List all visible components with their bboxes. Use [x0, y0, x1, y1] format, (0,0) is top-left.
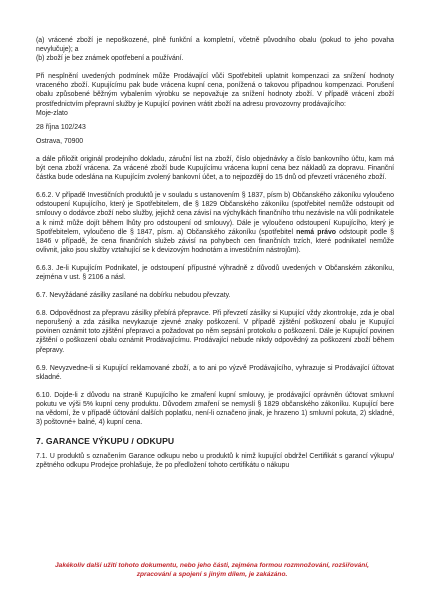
paragraph-6-9: 6.9. Nevyzvedne-li si Kupující reklamované zboží, a to ani po výzvě Prodávajícího, vyhrazuje si Prodávající účtovat skladné. [36, 364, 394, 381]
copyright-notice [0, 561, 424, 580]
paragraph-6-7: 6.7. Nevyžádané zásilky zasílané na dobírku nebudou převzaty. [36, 292, 231, 300]
address-city: Ostrava, 70900 [36, 137, 84, 145]
copyright-notice-line-2: zpracování a spojení s jiným dílem, je zakázáno. [136, 571, 288, 579]
section-7-heading: 7. GARANCE VÝKUPU / ODKUPU [36, 436, 175, 447]
paragraph-6-8: 6.8. Odpovědnost za přepravu zásilky přebírá přepravce. Při převzetí zásilky si Kupující vždy zkontroluje, zda je obal neporušený a zda zásilka nevykazuje zjevné znaky poškození. V případě zjištění poškození obalu je Kupující povinen oznámit toto zjištění přepravci a požadovat po něm sepsání protokolu o poškození. Dále je Kupující povinen zjištění o poškození obalu oznámit Prodávajícímu. Prodávající nebude nikdy odpovědný za poškození zboží během přepravy. [36, 310, 394, 354]
paragraph-6-6-2-text-before: 6.6.2. V případě Investičních produktů je v souladu s ustanovením § 1837, písm b) Občanského zákoníku vyloučeno odstoupení Kupujícího, který je Spotřebitelem, dle § 1829 Občanského zákoníku (spotřebitel nemůže odstoupit od smlouvy o dodávce zboží nebo služby, jejichž cena závisí na výchylkách finančního trhu nezávisle na vůli podnikatele a k nimž může dojít během lhůty pro odstoupení od smlouvy). Dále je vyloučeno odstoupení Kupujícího, který je Spotřebitelem, vyloučeno dle § 1847, písm. a) Občanského zákoníku (spotřebitel [36, 192, 394, 236]
address-street: 28 října 102/243 [36, 123, 86, 131]
copyright-notice-line-1: Jakékoliv další užití tohoto dokumentu, nebo jeho části, zejména formou rozmnožování, rozšiřování, [55, 562, 369, 569]
paragraph-6-6-3: 6.6.3. Je-li Kupujícím Podnikatel, je odstoupení přípustné výhradně z důvodů uvedených v Občanském zákoníku, zejména v ust. § 2106 a násl. [36, 264, 394, 281]
paragraph-return-documents: a dále přiložit originál prodejního dokladu, záruční list na zboží, číslo objednávky a číslo bankovního účtu, kam má být cena zboží vrácena. Za vrácené zboží bude Kupujícímu vrácena kupní cena bez nákladů za dopravu. Finanční částka bude odeslána na Kupujícím zvolený bankovní účet, a to nejpozději do 15 dnů od převzetí vráceného zboží. [36, 155, 394, 182]
list-item-b: (b) zboží je bez známek opotřebení a používání. [36, 55, 184, 63]
paragraph-6-6-2 [36, 191, 394, 255]
paragraph-compensation: Při nesplnění uvedených podmínek může Prodávající vůči Spotřebiteli uplatnit kompenzaci za snížení hodnoty vraceného zboží. Kupujícímu pak bude vrácena kupní cena, ponížená o takovou případnou kompenzaci. Porušení obalu způsobené běžným vybalením výrobku se nepovažuje za snížení hodnoty zboží. V případě vrácení zboží prostřednictvím přepravní služby je Kupující povinen vrátit zboží na adresu provozovny prodávajícího: [36, 73, 394, 108]
paragraph-6-6-2-text-after: odstoupit podle § 1846 v případě, že cena finančních služeb závisí na pohybech cen finančních trzích, které podnikatel nemůže ovlivnit, jako jsou služby vztahující se k devizovým hodnotám a investičním nástrojům). [36, 228, 394, 254]
list-item-a: (a) vrácené zboží je nepoškozené, plně funkční a kompletní, včetně původního obalu (pokud to jeho povaha nevylučuje); a [36, 37, 394, 54]
document-body [36, 36, 394, 470]
paragraph-6-10: 6.10. Dojde-li z důvodu na straně Kupujícího ke zmaření kupní smlouvy, je prodávající oprávněn účtovat smluvní pokutu ve výši 5% kupní ceny produktu. Důvodem zmaření se nemyslí § 1829 občanského zákoníku. Kupující bere na vědomí, že v případě účtování dalších poplatku, není-li označeno jinak, je hrazeno 1) smluvní pokuta, 2) skladné, 3) poštovné+ balné, 4) kupní cena. [36, 391, 394, 427]
paragraph-7-1: 7.1. U produktů s označením Garance odkupu nebo u produktů k nimž kupující obdržel Certifikát s garancí výkupu/ zpětného odkupu Prodejce prohlašuje, že po předložení tohoto certifikátu o nákupu [36, 453, 394, 470]
address-name: Moje-zlato [36, 109, 68, 117]
paragraph-6-6-2-bold: nemá právo [296, 228, 337, 236]
